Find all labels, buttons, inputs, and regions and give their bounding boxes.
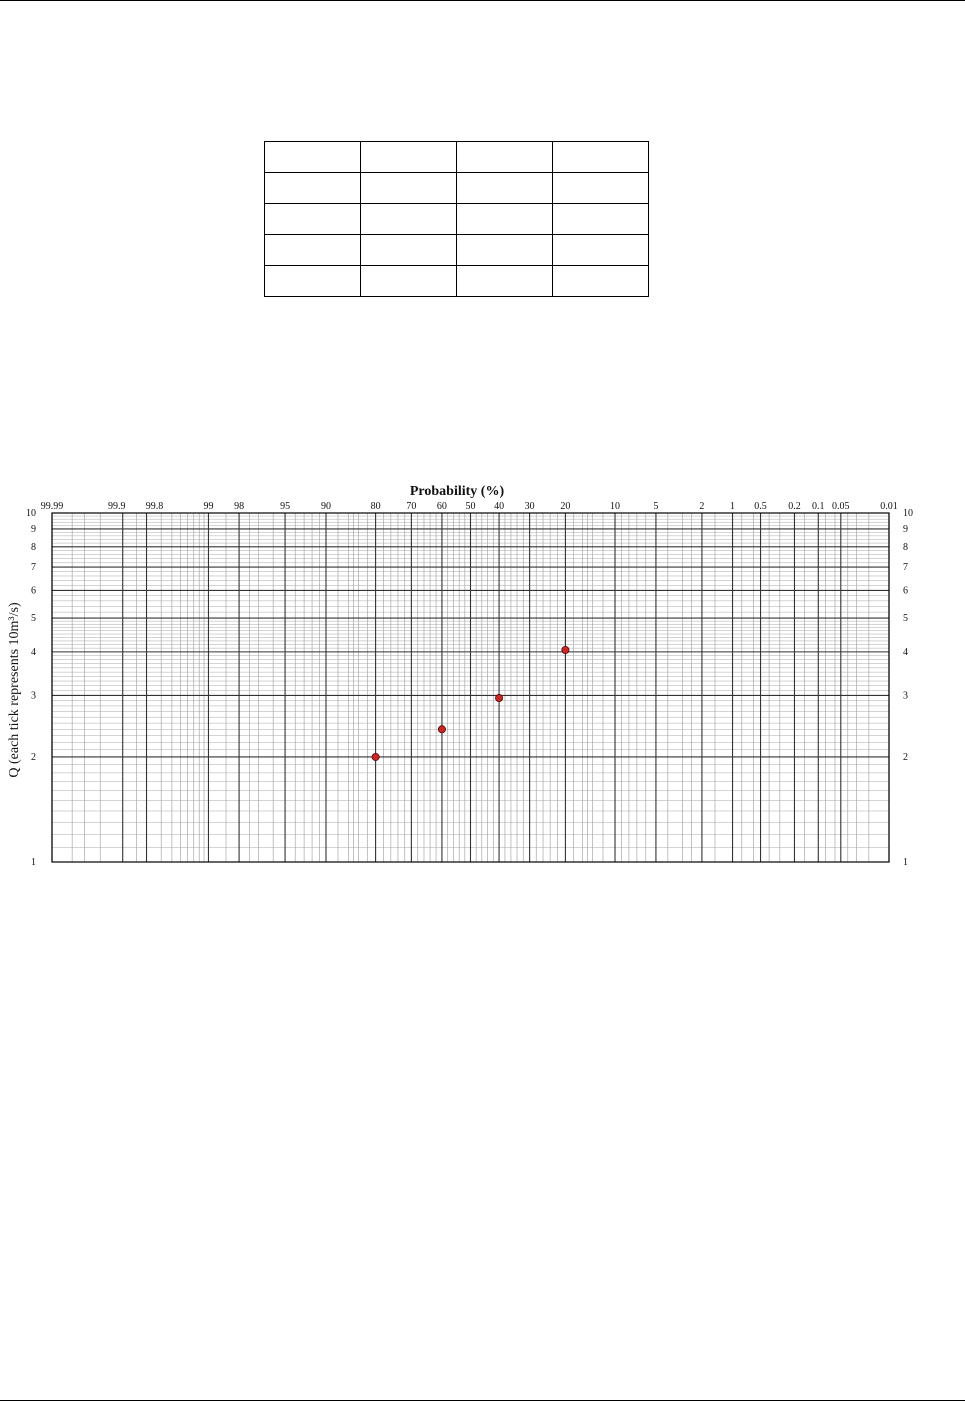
data-point (438, 726, 445, 733)
table-cell (361, 204, 457, 235)
y-tick-label-left: 9 (31, 523, 36, 535)
x-tick-label: 0.05 (832, 501, 850, 512)
y-tick-label-left: 6 (31, 585, 36, 597)
y-tick-label-right: 10 (903, 508, 913, 519)
table-cell (265, 235, 361, 266)
blank-data-table (264, 141, 649, 297)
grid-major (52, 513, 889, 862)
table-cell (265, 142, 361, 173)
x-tick-label: 20 (560, 501, 571, 512)
table-row (265, 142, 649, 173)
table-cell (553, 266, 649, 297)
x-tick-label: 99 (203, 501, 214, 512)
y-tick-label-left: 2 (31, 751, 36, 763)
data-point (562, 646, 569, 653)
table-cell (361, 173, 457, 204)
table-cell (553, 204, 649, 235)
x-tick-label: 0.5 (754, 501, 767, 512)
y-tick-label-left: 1 (31, 857, 36, 868)
x-tick-label: 99.99 (40, 501, 64, 512)
x-tick-label: 10 (610, 501, 621, 512)
x-tick-label: 2 (699, 501, 705, 512)
bottom-rule (0, 1400, 965, 1401)
table-cell (457, 204, 553, 235)
table-cell (553, 173, 649, 204)
table-row (265, 266, 649, 297)
table-cell (457, 235, 553, 266)
table-cell (265, 204, 361, 235)
y-tick-label-right: 5 (903, 613, 908, 625)
x-tick-label: 5 (653, 501, 659, 512)
x-tick-label: 95 (280, 501, 291, 512)
chart-title: Probability (%) (409, 484, 505, 499)
y-tick-label-left: 3 (31, 690, 36, 702)
table-cell (553, 235, 649, 266)
table-cell (457, 173, 553, 204)
x-tick-label: 80 (370, 501, 381, 512)
table-cell (553, 142, 649, 173)
x-tick-label: 60 (436, 501, 447, 512)
x-tick-label: 1 (730, 501, 736, 512)
y-tick-label-right: 8 (903, 541, 908, 553)
x-tick-label: 99.8 (145, 501, 164, 512)
x-tick-labels (41, 501, 898, 512)
probability-chart (0, 470, 965, 870)
y-tick-label-right: 6 (903, 585, 908, 597)
table-cell (265, 266, 361, 297)
table-cell (457, 266, 553, 297)
x-tick-label: 99.9 (107, 501, 126, 512)
y-tick-label-right: 7 (903, 562, 908, 574)
y-tick-label-left: 10 (26, 508, 36, 519)
x-tick-label: 30 (524, 501, 535, 512)
table-cell (457, 142, 553, 173)
x-tick-label: 0.01 (880, 501, 898, 512)
y-tick-label-right: 4 (903, 646, 908, 658)
table-row (265, 235, 649, 266)
y-tick-label-right: 2 (903, 751, 908, 763)
x-tick-label: 0.1 (812, 501, 825, 512)
table-cell (361, 235, 457, 266)
y-tick-label-left: 4 (31, 646, 36, 658)
x-tick-label: 40 (494, 501, 505, 512)
y-tick-label-left: 8 (31, 541, 36, 553)
table-row (265, 173, 649, 204)
data-point (372, 753, 379, 760)
x-tick-label: 0.2 (788, 501, 801, 512)
x-tick-label: 90 (320, 501, 331, 512)
data-point (495, 694, 502, 701)
table-cell (265, 173, 361, 204)
table-cell (361, 266, 457, 297)
table-row (265, 204, 649, 235)
x-tick-label: 98 (234, 501, 245, 512)
y-tick-label-right: 9 (903, 523, 908, 535)
x-tick-label: 70 (406, 501, 417, 512)
y-tick-label-left: 5 (31, 613, 36, 625)
y-tick-label-left: 7 (31, 562, 36, 574)
table-cell (361, 142, 457, 173)
y-tick-label-right: 1 (903, 857, 908, 868)
y-tick-label-right: 3 (903, 690, 908, 702)
top-rule (0, 0, 965, 1)
y-axis-label: Q (each tick represents 10m³/s) (7, 602, 22, 778)
x-tick-label: 50 (465, 501, 476, 512)
